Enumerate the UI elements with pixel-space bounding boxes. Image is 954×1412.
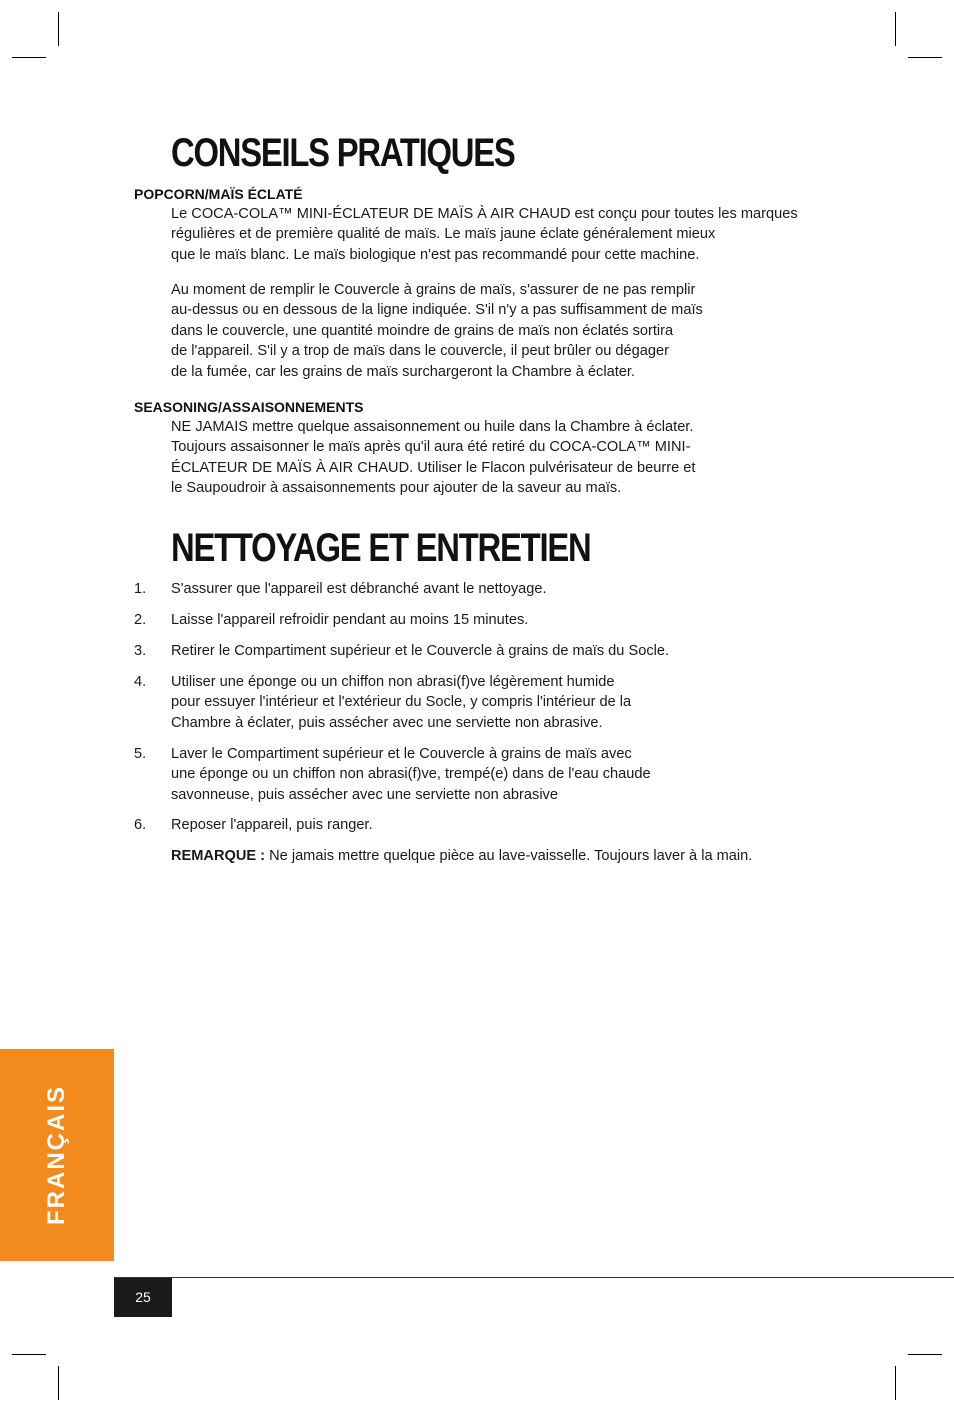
text-line: Utiliser une éponge ou un chiffon non abrasi(f)ve légèrement humide	[171, 674, 615, 690]
text-line: Chambre à éclater, puis assécher avec une serviette non abrasive.	[171, 714, 603, 731]
step-text	[171, 815, 811, 835]
step-text	[171, 744, 811, 805]
section-title-tips: CONSEILS PRATIQUES	[171, 131, 515, 175]
text-line: Laisse l'appareil refroidir pendant au moins 15 minutes.	[171, 612, 529, 628]
text-line: une éponge ou un chiffon non abrasi(f)ve, trempé(e) dans de l'eau chaude	[171, 766, 651, 783]
page-number: 25	[114, 1278, 172, 1317]
paragraph-popcorn-2	[171, 280, 821, 382]
step-text	[171, 579, 811, 599]
crop-mark	[58, 1366, 59, 1400]
text-line: S'assurer que l'appareil est débranché avant le nettoyage.	[171, 581, 547, 597]
step-number: 4.	[134, 674, 147, 690]
paragraph-popcorn-1	[171, 204, 821, 265]
step-number: 6.	[134, 817, 147, 833]
crop-mark	[895, 1366, 896, 1400]
subheading-popcorn: POPCORN/MAÏS ÉCLATÉ	[134, 186, 303, 202]
step-number: 5.	[134, 746, 147, 762]
crop-mark	[895, 12, 896, 46]
step-number: 3.	[134, 643, 147, 659]
language-tab	[0, 1049, 114, 1261]
text-line: de l'appareil. S'il y a trop de maïs dans le couvercle, il peut brûler ou dégager	[171, 343, 669, 360]
text-line: NE JAMAIS mettre quelque assaisonnement ou huile dans la Chambre à éclater.	[171, 419, 694, 435]
text-line: de la fumée, car les grains de maïs surchargeront la Chambre à éclater.	[171, 363, 635, 380]
text-line: régulières et de première qualité de maïs. Le maïs jaune éclate généralement mieux	[171, 226, 716, 243]
crop-mark	[58, 12, 59, 46]
text-line: Retirer le Compartiment supérieur et le Couvercle à grains de maïs du Socle.	[171, 643, 670, 659]
crop-mark	[908, 1354, 942, 1355]
text-line: Reposer l'appareil, puis ranger.	[171, 817, 373, 833]
note	[171, 846, 752, 866]
note-label: REMARQUE :	[171, 848, 266, 864]
text-line: Laver le Compartiment supérieur et le Couvercle à grains de maïs avec	[171, 746, 632, 762]
text-line: savonneuse, puis assécher avec une serviette non abrasive	[171, 786, 558, 803]
step-number: 2.	[134, 612, 147, 628]
section-title-cleaning: NETTOYAGE ET ENTRETIEN	[171, 526, 591, 570]
text-line: Le COCA-COLA™ MINI-ÉCLATEUR DE MAÏS À AIR CHAUD est conçu pour toutes les marques	[171, 206, 798, 222]
text-line: Toujours assaisonner le maïs après qu'il aura été retiré du COCA-COLA™ MINI-	[171, 439, 691, 456]
step-number: 1.	[134, 581, 147, 597]
text-line: ÉCLATEUR DE MAÏS À AIR CHAUD. Utiliser le Flacon pulvérisateur de beurre et	[171, 459, 696, 476]
crop-mark	[12, 57, 46, 58]
crop-mark	[12, 1354, 46, 1355]
text-line: pour essuyer l'intérieur et l'extérieur du Socle, y compris l'intérieur de la	[171, 694, 632, 711]
footer-rule	[114, 1277, 954, 1278]
crop-mark	[908, 57, 942, 58]
language-tab-label: FRANÇAIS	[43, 1085, 70, 1225]
step-text	[171, 672, 811, 733]
text-line: le Saupoudroir à assaisonnements pour ajouter de la saveur au maïs.	[171, 480, 622, 497]
text-line: au-dessus ou en dessous de la ligne indiquée. S'il n'y a pas suffisamment de maïs	[171, 302, 703, 319]
text-line: que le maïs blanc. Le maïs biologique n'est pas recommandé pour cette machine.	[171, 246, 700, 263]
note-text: Ne jamais mettre quelque pièce au lave-vaisselle. Toujours laver à la main.	[265, 848, 753, 864]
step-text	[171, 641, 811, 661]
subheading-seasoning: SEASONING/ASSAISONNEMENTS	[134, 399, 364, 415]
text-line: Au moment de remplir le Couvercle à grains de maïs, s'assurer de ne pas remplir	[171, 282, 696, 298]
text-line: dans le couvercle, une quantité moindre de grains de maïs non éclatés sortira	[171, 322, 674, 339]
paragraph-seasoning	[171, 417, 821, 499]
step-text	[171, 610, 811, 630]
